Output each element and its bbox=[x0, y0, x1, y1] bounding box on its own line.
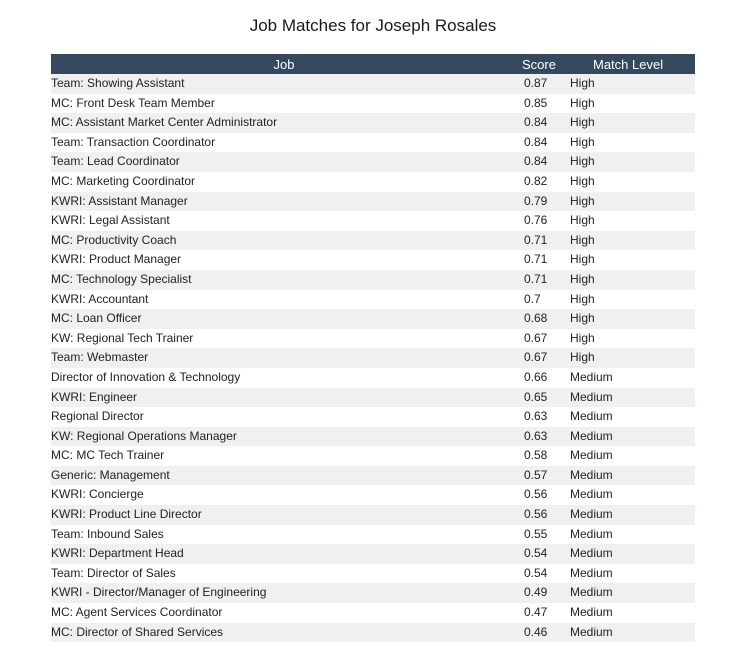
job-cell: MC: Agent Services Coordinator bbox=[51, 603, 517, 623]
score-cell: 0.46 bbox=[517, 623, 569, 643]
job-cell: Team: Webmaster bbox=[51, 348, 517, 368]
score-cell: 0.84 bbox=[517, 133, 569, 153]
score-cell: 0.55 bbox=[517, 525, 569, 545]
score-cell: 0.54 bbox=[517, 564, 569, 584]
table-row bbox=[51, 231, 695, 251]
table-row bbox=[51, 152, 695, 172]
table-row bbox=[51, 427, 695, 447]
score-cell: 0.68 bbox=[517, 309, 569, 329]
score-cell: 0.65 bbox=[517, 388, 569, 408]
table-row bbox=[51, 192, 695, 212]
job-cell: MC: MC Tech Trainer bbox=[51, 446, 517, 466]
table-row bbox=[51, 407, 695, 427]
score-cell: 0.79 bbox=[517, 192, 569, 212]
table-row bbox=[51, 544, 695, 564]
score-cell: 0.47 bbox=[517, 603, 569, 623]
table-row bbox=[51, 623, 695, 643]
column-header-job: Job bbox=[51, 54, 517, 74]
table-row bbox=[51, 388, 695, 408]
match-level-cell: High bbox=[569, 231, 695, 251]
score-cell: 0.56 bbox=[517, 505, 569, 525]
score-cell: 0.71 bbox=[517, 250, 569, 270]
score-cell: 0.56 bbox=[517, 485, 569, 505]
match-level-cell: High bbox=[569, 309, 695, 329]
match-level-cell: High bbox=[569, 250, 695, 270]
table-row bbox=[51, 74, 695, 94]
match-level-cell: High bbox=[569, 133, 695, 153]
table-row bbox=[51, 564, 695, 584]
job-cell: MC: Loan Officer bbox=[51, 309, 517, 329]
table-row bbox=[51, 485, 695, 505]
match-level-cell: Medium bbox=[569, 446, 695, 466]
table-row bbox=[51, 329, 695, 349]
job-cell: MC: Front Desk Team Member bbox=[51, 94, 517, 114]
table-row bbox=[51, 133, 695, 153]
score-cell: 0.87 bbox=[517, 74, 569, 94]
table-row bbox=[51, 446, 695, 466]
match-level-cell: High bbox=[569, 348, 695, 368]
table-row bbox=[51, 309, 695, 329]
job-matches-table bbox=[51, 54, 695, 642]
match-level-cell: High bbox=[569, 172, 695, 192]
score-cell: 0.63 bbox=[517, 407, 569, 427]
match-level-cell: High bbox=[569, 113, 695, 133]
job-cell: KWRI: Product Line Director bbox=[51, 505, 517, 525]
table-row bbox=[51, 603, 695, 623]
job-cell: KW: Regional Tech Trainer bbox=[51, 329, 517, 349]
job-cell: KW: Regional Operations Manager bbox=[51, 427, 517, 447]
match-level-cell: High bbox=[569, 152, 695, 172]
job-cell: KWRI: Accountant bbox=[51, 290, 517, 310]
job-cell: MC: Marketing Coordinator bbox=[51, 172, 517, 192]
match-level-cell: High bbox=[569, 192, 695, 212]
table-row bbox=[51, 94, 695, 114]
job-cell: KWRI: Legal Assistant bbox=[51, 211, 517, 231]
match-level-cell: Medium bbox=[569, 368, 695, 388]
match-level-cell: Medium bbox=[569, 544, 695, 564]
job-cell: MC: Assistant Market Center Administrator bbox=[51, 113, 517, 133]
match-level-cell: Medium bbox=[569, 485, 695, 505]
match-level-cell: Medium bbox=[569, 407, 695, 427]
table-body bbox=[51, 74, 695, 642]
job-cell: Team: Transaction Coordinator bbox=[51, 133, 517, 153]
match-level-cell: Medium bbox=[569, 525, 695, 545]
table-row bbox=[51, 172, 695, 192]
job-cell: Team: Director of Sales bbox=[51, 564, 517, 584]
score-cell: 0.7 bbox=[517, 290, 569, 310]
table-row bbox=[51, 250, 695, 270]
table-row bbox=[51, 211, 695, 231]
table-row bbox=[51, 348, 695, 368]
job-cell: KWRI: Assistant Manager bbox=[51, 192, 517, 212]
table-row bbox=[51, 466, 695, 486]
score-cell: 0.66 bbox=[517, 368, 569, 388]
job-cell: KWRI: Engineer bbox=[51, 388, 517, 408]
job-matches-table-container bbox=[51, 54, 695, 642]
job-cell: MC: Director of Shared Services bbox=[51, 623, 517, 643]
job-cell: Team: Showing Assistant bbox=[51, 74, 517, 94]
header-row bbox=[51, 54, 695, 74]
score-cell: 0.49 bbox=[517, 583, 569, 603]
table-header bbox=[51, 54, 695, 74]
job-cell: Team: Inbound Sales bbox=[51, 525, 517, 545]
score-cell: 0.58 bbox=[517, 446, 569, 466]
match-level-cell: Medium bbox=[569, 466, 695, 486]
score-cell: 0.82 bbox=[517, 172, 569, 192]
match-level-cell: Medium bbox=[569, 623, 695, 643]
match-level-cell: High bbox=[569, 290, 695, 310]
match-level-cell: Medium bbox=[569, 388, 695, 408]
job-cell: Team: Lead Coordinator bbox=[51, 152, 517, 172]
job-cell: MC: Technology Specialist bbox=[51, 270, 517, 290]
score-cell: 0.67 bbox=[517, 348, 569, 368]
table-row bbox=[51, 270, 695, 290]
job-cell: KWRI - Director/Manager of Engineering bbox=[51, 583, 517, 603]
match-level-cell: High bbox=[569, 74, 695, 94]
score-cell: 0.84 bbox=[517, 113, 569, 133]
score-cell: 0.71 bbox=[517, 231, 569, 251]
score-cell: 0.71 bbox=[517, 270, 569, 290]
match-level-cell: High bbox=[569, 270, 695, 290]
job-cell: KWRI: Department Head bbox=[51, 544, 517, 564]
job-cell: Director of Innovation & Technology bbox=[51, 368, 517, 388]
column-header-score: Score bbox=[517, 54, 569, 74]
table-row bbox=[51, 583, 695, 603]
job-cell: KWRI: Concierge bbox=[51, 485, 517, 505]
table-row bbox=[51, 113, 695, 133]
table-row bbox=[51, 290, 695, 310]
page-title: Job Matches for Joseph Rosales bbox=[249, 16, 497, 35]
match-level-cell: Medium bbox=[569, 505, 695, 525]
job-cell: MC: Productivity Coach bbox=[51, 231, 517, 251]
score-cell: 0.57 bbox=[517, 466, 569, 486]
score-cell: 0.85 bbox=[517, 94, 569, 114]
match-level-cell: Medium bbox=[569, 427, 695, 447]
match-level-cell: Medium bbox=[569, 603, 695, 623]
score-cell: 0.63 bbox=[517, 427, 569, 447]
table-row bbox=[51, 368, 695, 388]
job-cell: Regional Director bbox=[51, 407, 517, 427]
match-level-cell: High bbox=[569, 211, 695, 231]
score-cell: 0.76 bbox=[517, 211, 569, 231]
score-cell: 0.67 bbox=[517, 329, 569, 349]
match-level-cell: Medium bbox=[569, 583, 695, 603]
match-level-cell: High bbox=[569, 94, 695, 114]
table-row bbox=[51, 525, 695, 545]
score-cell: 0.84 bbox=[517, 152, 569, 172]
score-cell: 0.54 bbox=[517, 544, 569, 564]
match-level-cell: High bbox=[569, 329, 695, 349]
match-level-cell: Medium bbox=[569, 564, 695, 584]
job-cell: Generic: Management bbox=[51, 466, 517, 486]
table-row bbox=[51, 505, 695, 525]
job-cell: KWRI: Product Manager bbox=[51, 250, 517, 270]
column-header-match-level: Match Level bbox=[569, 54, 695, 74]
